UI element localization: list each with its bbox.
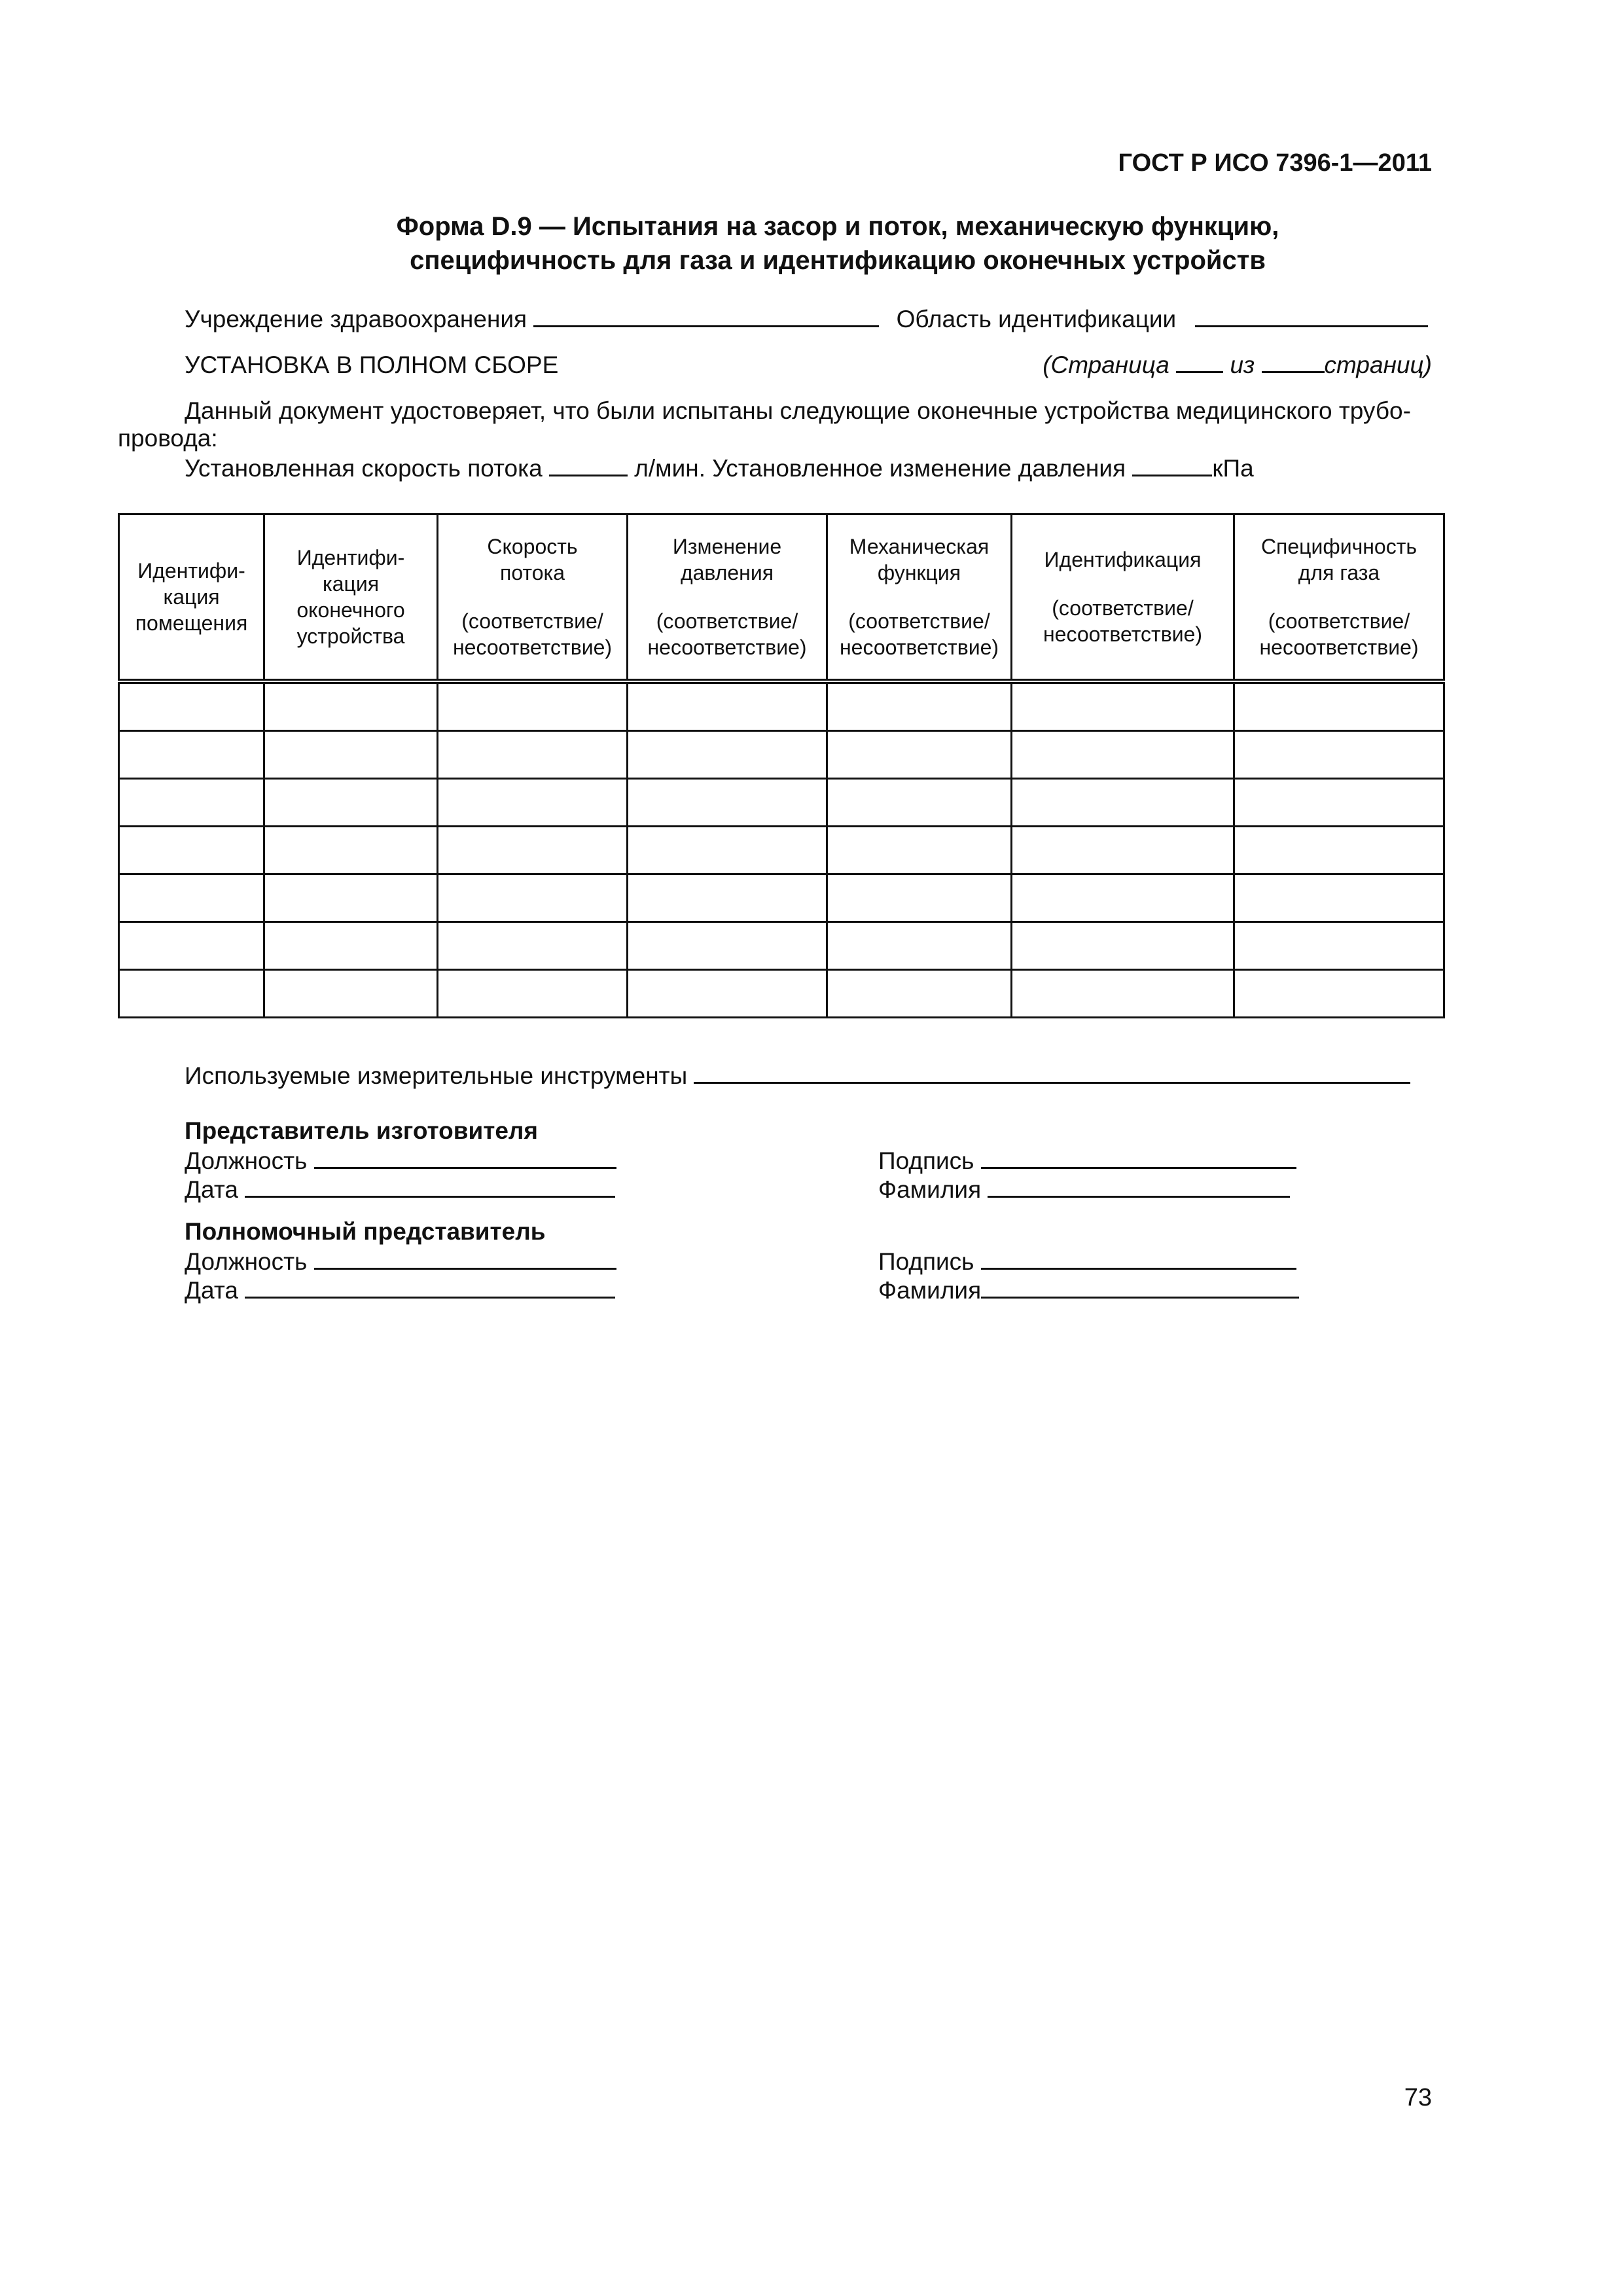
table-cell[interactable] — [628, 779, 827, 827]
table-cell[interactable] — [264, 731, 438, 779]
table-cell[interactable] — [119, 922, 264, 970]
instruments-row — [185, 1062, 1410, 1090]
table-row — [119, 970, 1444, 1018]
authorized-signature-field[interactable] — [981, 1248, 1296, 1270]
flow-field[interactable] — [549, 455, 628, 476]
table-cell[interactable] — [628, 731, 827, 779]
pressure-unit: кПа — [1212, 455, 1254, 482]
authorized-position-row — [185, 1247, 616, 1276]
manufacturer-position-row — [185, 1147, 616, 1175]
table-cell[interactable] — [1012, 681, 1234, 731]
form-title-line2: специфичность для газа и идентификацию оконечных устройств — [410, 246, 1266, 275]
table-cell[interactable] — [264, 970, 438, 1018]
manufacturer-signature-field[interactable] — [981, 1147, 1296, 1169]
flow-label: Установленная скорость потока — [185, 455, 543, 482]
authorized-heading: Полномочный представитель — [185, 1218, 546, 1245]
table-cell[interactable] — [1234, 874, 1444, 922]
pressure-field[interactable] — [1132, 455, 1212, 476]
table-cell[interactable] — [827, 874, 1012, 922]
table-cell[interactable] — [1012, 922, 1234, 970]
table-cell[interactable] — [119, 681, 264, 731]
table-cell[interactable] — [438, 874, 628, 922]
column-title: Специфичность для газа — [1260, 535, 1418, 584]
table-row — [119, 874, 1444, 922]
table-row — [119, 779, 1444, 827]
manufacturer-signature-row — [878, 1147, 1296, 1175]
table-cell[interactable] — [438, 731, 628, 779]
column-header — [1012, 514, 1234, 682]
table-cell[interactable] — [438, 970, 628, 1018]
table-cell[interactable] — [264, 779, 438, 827]
authorized-surname-row — [878, 1276, 1299, 1305]
table-cell[interactable] — [1234, 681, 1444, 731]
table-cell[interactable] — [1234, 922, 1444, 970]
table-cell[interactable] — [119, 827, 264, 874]
column-note: (соответствие/ несоответствие) — [1043, 596, 1203, 646]
table-cell[interactable] — [1012, 827, 1234, 874]
instruments-field[interactable] — [694, 1062, 1410, 1084]
table-cell[interactable] — [264, 681, 438, 731]
table-body — [119, 681, 1444, 1018]
column-header — [1234, 514, 1444, 682]
instruments-label: Используемые измерительные инструменты — [185, 1062, 688, 1089]
table-header-row — [119, 514, 1444, 682]
table-cell[interactable] — [628, 970, 827, 1018]
manufacturer-date-field[interactable] — [245, 1176, 615, 1198]
table-cell[interactable] — [438, 827, 628, 874]
table-cell[interactable] — [628, 681, 827, 731]
page-number: 73 — [1404, 2084, 1432, 2111]
table-row — [119, 681, 1444, 731]
column-title: Изменение давления — [672, 535, 782, 584]
table-row — [119, 731, 1444, 779]
column-note: (соответствие/ несоответствие) — [1259, 609, 1419, 659]
pages-word: страниц) — [1324, 351, 1432, 378]
table-cell[interactable] — [1012, 731, 1234, 779]
table-cell[interactable] — [1012, 970, 1234, 1018]
authorized-date-field[interactable] — [245, 1277, 615, 1299]
authorized-surname-field[interactable] — [981, 1277, 1299, 1299]
table-cell[interactable] — [827, 970, 1012, 1018]
manufacturer-position-field[interactable] — [314, 1147, 616, 1169]
table-cell[interactable] — [1012, 779, 1234, 827]
standard-header: ГОСТ Р ИСО 7396-1—2011 — [1118, 149, 1432, 177]
table-cell[interactable] — [264, 922, 438, 970]
page-count-row — [1043, 351, 1432, 380]
table-cell[interactable] — [1234, 827, 1444, 874]
table-cell[interactable] — [628, 874, 827, 922]
certify-line1: Данный документ удостоверяет, что были испытаны следующие оконечные устройства медицинского трубо- — [185, 397, 1411, 424]
column-note: (соответствие/ несоответствие) — [452, 609, 613, 659]
table-cell[interactable] — [1234, 970, 1444, 1018]
table-cell[interactable] — [628, 827, 827, 874]
table-cell[interactable] — [827, 681, 1012, 731]
table-cell[interactable] — [119, 731, 264, 779]
table-row — [119, 827, 1444, 874]
table-cell[interactable] — [827, 779, 1012, 827]
column-title: Идентификация — [1044, 548, 1202, 571]
table-cell[interactable] — [119, 874, 264, 922]
table-cell[interactable] — [1012, 874, 1234, 922]
table-cell[interactable] — [827, 827, 1012, 874]
manufacturer-date-label: Дата — [185, 1176, 238, 1203]
table-cell[interactable] — [119, 779, 264, 827]
table-cell[interactable] — [119, 970, 264, 1018]
test-table — [118, 513, 1445, 1018]
column-header — [628, 514, 827, 682]
institution-field[interactable] — [533, 306, 879, 327]
total-pages-field[interactable] — [1262, 351, 1325, 373]
institution-label: Учреждение здравоохранения — [185, 306, 527, 332]
manufacturer-surname-row — [878, 1175, 1290, 1204]
page-word: (Страница — [1043, 351, 1169, 378]
column-header — [827, 514, 1012, 682]
column-header — [264, 514, 438, 682]
table-cell[interactable] — [438, 922, 628, 970]
institution-row — [185, 305, 1428, 334]
column-title: Скорость потока — [487, 535, 578, 584]
area-label: Область идентификации — [896, 306, 1177, 332]
form-title-line1: Форма D.9 — Испытания на засор и поток, механическую функцию, — [396, 212, 1279, 241]
manufacturer-position-label: Должность — [185, 1147, 308, 1174]
table-cell[interactable] — [1234, 731, 1444, 779]
column-title: Идентифи- кация оконечного устройства — [296, 546, 405, 648]
installation-text: УСТАНОВКА В ПОЛНОМ СБОРЕ — [185, 351, 559, 378]
table-row — [119, 922, 1444, 970]
authorized-signature-label: Подпись — [878, 1248, 974, 1275]
column-title: Механическая функция — [849, 535, 990, 584]
authorized-signature-row — [878, 1247, 1296, 1276]
manufacturer-surname-label: Фамилия — [878, 1176, 982, 1203]
table-cell[interactable] — [827, 922, 1012, 970]
flow-unit: л/мин. Установленное изменение давления — [634, 455, 1126, 482]
manufacturer-surname-field[interactable] — [988, 1176, 1290, 1198]
table-cell[interactable] — [1234, 779, 1444, 827]
column-title: Идентифи- кация помещения — [135, 559, 248, 635]
column-header — [119, 514, 264, 682]
authorized-position-label: Должность — [185, 1248, 308, 1275]
authorized-position-field[interactable] — [314, 1248, 616, 1270]
table-cell[interactable] — [438, 681, 628, 731]
manufacturer-signature-label: Подпись — [878, 1147, 974, 1174]
table-cell[interactable] — [438, 779, 628, 827]
table-cell[interactable] — [264, 827, 438, 874]
manufacturer-date-row — [185, 1175, 615, 1204]
column-note: (соответствие/ несоответствие) — [839, 609, 999, 659]
authorized-date-row — [185, 1276, 615, 1305]
flow-row — [185, 454, 1254, 483]
table-cell[interactable] — [827, 731, 1012, 779]
area-field[interactable] — [1195, 306, 1428, 327]
table-cell[interactable] — [628, 922, 827, 970]
column-header — [438, 514, 628, 682]
form-title — [0, 209, 1623, 278]
page-field[interactable] — [1176, 351, 1223, 373]
manufacturer-heading: Представитель изготовителя — [185, 1117, 539, 1144]
authorized-surname-label: Фамилия — [878, 1277, 982, 1304]
authorized-date-label: Дата — [185, 1277, 238, 1304]
table-cell[interactable] — [264, 874, 438, 922]
of-word: из — [1230, 351, 1255, 378]
certify-line2: провода: — [118, 425, 218, 452]
column-note: (соответствие/ несоответствие) — [647, 609, 807, 659]
